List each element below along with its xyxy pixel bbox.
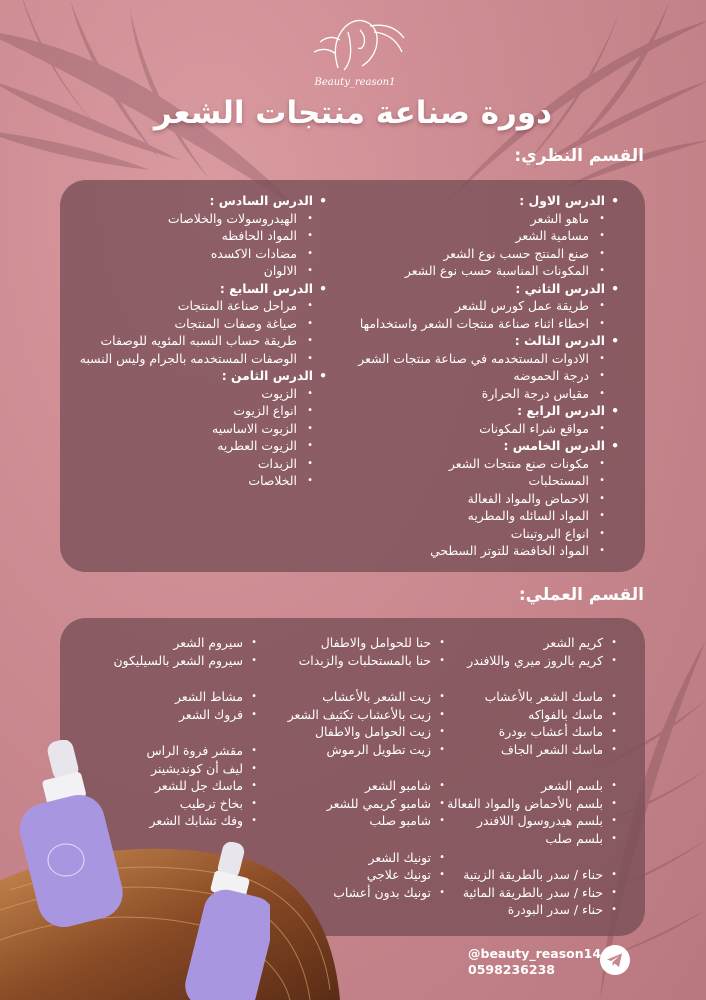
practical-item: • سيروم الشعر بالسيليكون [82, 652, 257, 670]
lesson-item: • طريقة عمل كورس للشعر [329, 297, 619, 315]
theory-left-column [77, 192, 327, 490]
practical-item: • فروك الشعر [82, 706, 257, 724]
practical-item: • تونيك بدون أعشاب [265, 884, 445, 902]
practical-column-1 [427, 634, 617, 938]
practical-item: • بلسم صلب [427, 830, 617, 848]
practical-heading: القسم العملي: [518, 585, 644, 605]
practical-item: • مشاط الشعر [82, 688, 257, 706]
lesson-item: • الخلاصات [77, 472, 327, 490]
telegram-icon[interactable] [600, 945, 630, 975]
brand-logo [300, 12, 410, 90]
practical-item: • ليف أن كونديشينر [82, 760, 257, 778]
practical-item: • حنا للحوامل والاطفال [265, 634, 445, 652]
lesson-item: • مراحل صناعة المنتجات [77, 297, 327, 315]
lesson-item: • صياغة وصفات المنتجات [77, 315, 327, 333]
lesson-item: • الادوات المستخدمه في صناعة منتجات الشعر [329, 350, 619, 368]
lesson-item: • درجة الحموضه [329, 367, 619, 385]
lesson-item: • الزبدات [77, 455, 327, 473]
lesson-item: • طريقة حساب النسبه المئويه للوصفات [77, 332, 327, 350]
serum-bottle-image [180, 842, 270, 1000]
practical-item: • تونيك الشعر [265, 849, 445, 867]
practical-group [427, 866, 617, 919]
theory-panel [60, 180, 645, 572]
lesson-heading: • الدرس السادس : [77, 192, 327, 210]
woman-silhouette-icon [300, 12, 410, 74]
lesson-item: • انواع البروتينات [329, 525, 619, 543]
serum-bottle-image [18, 740, 128, 930]
lesson-item: • الاحماض والمواد الفعالة [329, 490, 619, 508]
lesson-item: • الزيوت الاساسيه [77, 420, 327, 438]
practical-group [427, 688, 617, 758]
lesson-heading: • الدرس الخامس : [329, 437, 619, 455]
lesson-item: • صنع المنتج حسب نوع الشعر [329, 245, 619, 263]
lesson-item: • ماهو الشعر [329, 210, 619, 228]
practical-item: • بلسم الشعر [427, 777, 617, 795]
practical-item: • حنا بالمستحلبات والزبدات [265, 652, 445, 670]
lesson-item: • المستحلبات [329, 472, 619, 490]
practical-item: • ماسك بالفواكه [427, 706, 617, 724]
practical-item: • ماسك الشعر بالأعشاب [427, 688, 617, 706]
lesson-item: • الزيوت العطريه [77, 437, 327, 455]
contact-handle[interactable]: @beauty_reason14 [468, 946, 602, 961]
practical-group [265, 634, 445, 669]
lesson-item: • المواد الخافضة للتوتر السطحي [329, 542, 619, 560]
practical-item: • وفك تشابك الشعر [82, 812, 257, 830]
practical-item: • زيت بالأعشاب تكثيف الشعر [265, 706, 445, 724]
practical-item: • شامبو كريمي للشعر [265, 795, 445, 813]
practical-item: • سيروم الشعر [82, 634, 257, 652]
practical-item: • شامبو صلب [265, 812, 445, 830]
theory-heading: القسم النظري: [514, 146, 644, 166]
practical-group [427, 777, 617, 847]
brand-logo-text: Beauty_reason1 [314, 77, 396, 88]
practical-item: • بلسم بالأحماض والمواد الفعالة [427, 795, 617, 813]
lesson-heading: • الدرس الثالث : [329, 332, 619, 350]
lesson-heading: • الدرس الاول : [329, 192, 619, 210]
lesson-heading: • الدرس الرابع : [329, 402, 619, 420]
practical-item: • زيت الشعر بالأعشاب [265, 688, 445, 706]
practical-item: • كريم الشعر [427, 634, 617, 652]
practical-item: • زيت تطويل الرموش [265, 741, 445, 759]
lesson-item: • الزيوت [77, 385, 327, 403]
contact-phone[interactable]: 0598236238 [468, 962, 555, 977]
practical-item: • ماسك الشعر الجاف [427, 741, 617, 759]
contact-info [468, 946, 601, 978]
theory-right-column [329, 192, 619, 560]
practical-group [265, 688, 445, 758]
page-title: دورة صناعة منتجات الشعر [153, 95, 553, 131]
lesson-heading: • الدرس السابع : [77, 280, 327, 298]
practical-item: • ماسك أعشاب بودرة [427, 723, 617, 741]
practical-group [82, 634, 257, 669]
lesson-item: • المواد الحافظه [77, 227, 327, 245]
practical-item: • بخاخ ترطيب [82, 795, 257, 813]
lesson-heading: • الدرس الثاني : [329, 280, 619, 298]
lesson-heading: • الدرس الثامن : [77, 367, 327, 385]
practical-item: • كريم بالروز ميري واللافندر [427, 652, 617, 670]
practical-group [82, 688, 257, 723]
practical-item: • ماسك جل للشعر [82, 777, 257, 795]
lesson-item: • الالوان [77, 262, 327, 280]
lesson-item: • انواع الزيوت [77, 402, 327, 420]
lesson-item: • مواقع شراء المكونات [329, 420, 619, 438]
lesson-item: • مكونات صنع منتجات الشعر [329, 455, 619, 473]
lesson-item: • مضادات الاكسده [77, 245, 327, 263]
lesson-item: • الوصفات المستخدمه بالجرام وليس النسبه [77, 350, 327, 368]
practical-item: • زيت الحوامل والاطفال [265, 723, 445, 741]
practical-item: • تونيك علاجي [265, 866, 445, 884]
lesson-item: • اخطاء اثناء صناعة منتجات الشعر واستخدامها [329, 315, 619, 333]
lesson-item: • المكونات المناسبة حسب نوع الشعر [329, 262, 619, 280]
practical-item: • حناء / سدر البودرة [427, 901, 617, 919]
practical-item: • حناء / سدر بالطريقة الزيتية [427, 866, 617, 884]
lesson-item: • المواد السائله والمطريه [329, 507, 619, 525]
practical-item: • شامبو الشعر [265, 777, 445, 795]
practical-item: • حناء / سدر بالطريقة المائية [427, 884, 617, 902]
practical-item: • بلسم هيدروسول اللافندر [427, 812, 617, 830]
lesson-item: • الهيدروسولات والخلاصات [77, 210, 327, 228]
practical-item: • مقشر فروة الراس [82, 742, 257, 760]
lesson-item: • مسامية الشعر [329, 227, 619, 245]
lesson-item: • مقياس درجة الحرارة [329, 385, 619, 403]
practical-group [427, 634, 617, 669]
